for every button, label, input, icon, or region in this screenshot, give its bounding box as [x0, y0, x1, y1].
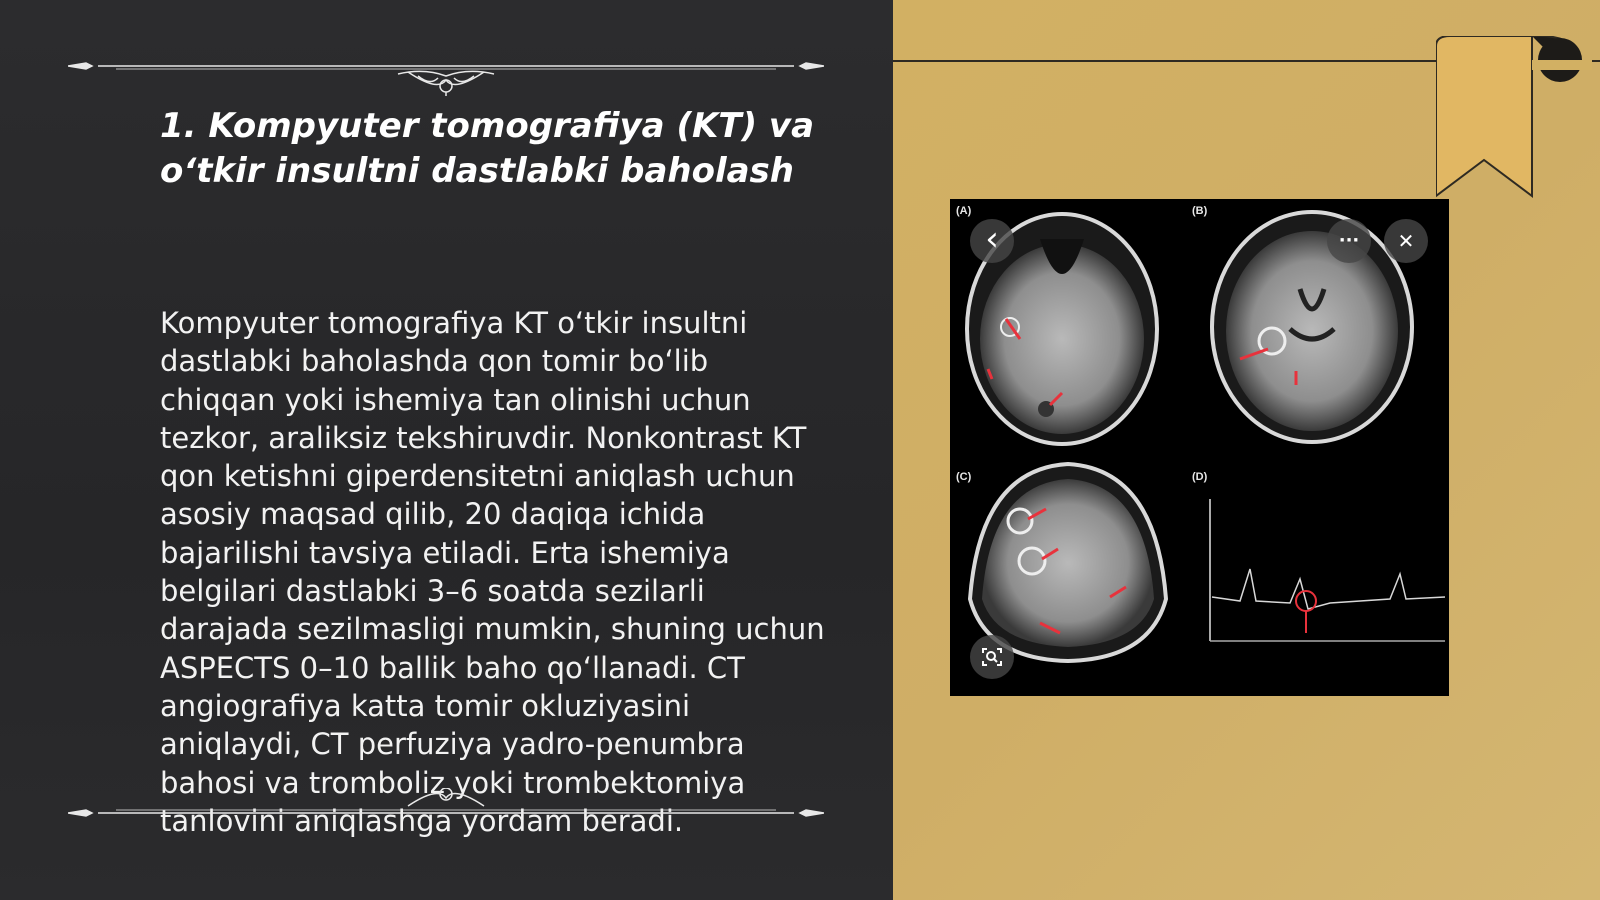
close-button[interactable]: [1384, 219, 1428, 263]
panel-label-d: (D): [1192, 471, 1208, 483]
chevron-left-icon: ‹: [985, 219, 999, 259]
decorative-divider-bottom: [68, 788, 824, 838]
brain-scan-figure[interactable]: [950, 199, 1449, 696]
close-icon: ✕: [1397, 229, 1415, 253]
bookmark-ribbon-icon: [1436, 36, 1600, 200]
back-button[interactable]: [970, 219, 1014, 263]
slide-body-text: Kompyuter tomografiya KT o‘tkir insultni dastlabki baholashda qon tomir bo‘lib chiqqan yoki ishemiya tan olinishi uchun tezkor, araliksiz tekshiruvdir. Nonkontrast KT qon ketishni giperdensitetni aniqlash uchun asosiy maqsad qilib, 20 daqiqa ichida bajarilishi tavsiya etiladi. Erta ishemiya belgilari dastlabki 3–6 soatda sezilarli darajada sezilmasligi mumkin, shuning uchun ASPECTS 0–10 ballik baho qo‘llanadi. CT angiografiya katta tomir okluziyasini aniqlaydi, CT perfuziya yadro-penumbra bahosi va tromboliz yoki trombektomiya tanlovini aniqlashga yordam beradi.: [160, 306, 825, 838]
more-horizontal-icon: ···: [1338, 230, 1360, 251]
brain-scan-image: [950, 199, 1449, 696]
slide-title: [160, 104, 820, 194]
panel-label-b: (B): [1192, 205, 1208, 217]
slide-title-line-2: o‘tkir insultni dastlabki baholash: [160, 151, 794, 191]
more-options-button[interactable]: [1327, 219, 1371, 263]
visual-search-icon: [981, 646, 1003, 668]
panel-label-c: (C): [956, 471, 972, 483]
slide-title-line-1: 1. Kompyuter tomografiya (KT) va: [160, 106, 815, 146]
decorative-divider-top: [68, 46, 824, 96]
panel-label-a: (A): [956, 205, 972, 217]
visual-search-button[interactable]: [970, 635, 1014, 679]
